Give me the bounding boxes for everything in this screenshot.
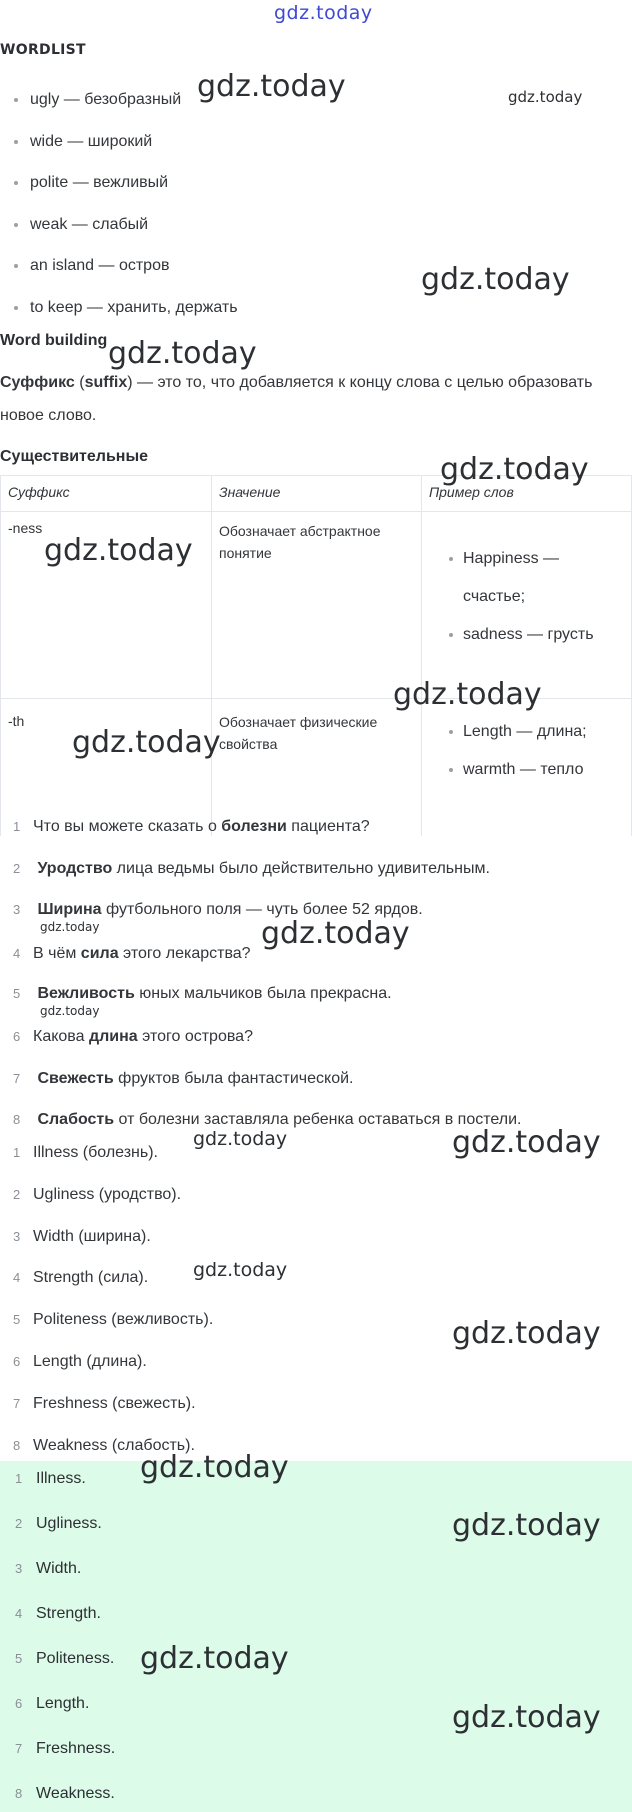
meaning-line: понятие bbox=[219, 545, 272, 561]
answer-text: Strength. bbox=[36, 1605, 101, 1622]
wordlist-item-text: ugly — безобразный bbox=[30, 91, 182, 108]
sentence-keyword: сила bbox=[80, 945, 119, 962]
answer-translated-item bbox=[0, 1395, 196, 1413]
sentence-text: В чём bbox=[33, 945, 81, 962]
sentence-text: этого лекарства? bbox=[118, 945, 251, 962]
item-number: 8 bbox=[13, 1438, 21, 1453]
sentence-item bbox=[0, 1028, 253, 1046]
table-cell-meaning bbox=[212, 699, 422, 837]
answer-text: Freshness (свежесть). bbox=[33, 1395, 196, 1412]
example-text: счастье; bbox=[463, 588, 526, 605]
answer-translated-item bbox=[0, 1144, 158, 1162]
bullet-icon bbox=[14, 98, 18, 102]
watermark: gdz.today bbox=[140, 1641, 289, 1676]
example-list bbox=[429, 540, 624, 654]
sentence-text: юных мальчиков была прекрасна. bbox=[134, 985, 392, 1002]
sentence-item bbox=[0, 818, 370, 836]
answer-item bbox=[0, 1605, 101, 1623]
meaning-line: Обозначает физические bbox=[219, 714, 378, 730]
meaning-line: Обозначает абстрактное bbox=[219, 523, 381, 539]
item-number: 5 bbox=[13, 986, 21, 1001]
answer-translated-item bbox=[0, 1269, 148, 1287]
sentence-keyword: Свежесть bbox=[37, 1070, 114, 1087]
watermark: gdz.today bbox=[452, 1316, 601, 1351]
answer-text: Freshness. bbox=[36, 1740, 116, 1757]
watermark: gdz.today bbox=[108, 336, 257, 371]
suffix-definition bbox=[0, 374, 592, 392]
answer-item bbox=[0, 1695, 89, 1713]
watermark: gdz.today bbox=[197, 69, 346, 104]
sentence-text: пациента? bbox=[286, 818, 370, 835]
watermark: gdz.today bbox=[452, 1125, 601, 1160]
wordlist-heading: WORDLIST bbox=[0, 42, 86, 58]
sentence-text: футбольного поля — чуть более 52 ярдов. bbox=[101, 901, 423, 918]
bullet-icon bbox=[14, 306, 18, 310]
answer-text: Length. bbox=[36, 1695, 90, 1712]
wordlist-item-text: wide — широкий bbox=[30, 133, 153, 150]
sentence-keyword: Ширина bbox=[37, 901, 102, 918]
def-text: ) — это то, что добавляется к концу слова с целью образовать bbox=[127, 374, 593, 391]
answer-text: Strength (сила). bbox=[33, 1269, 149, 1286]
term-bold-en: suffix bbox=[84, 374, 128, 391]
answer-translated-item bbox=[0, 1311, 213, 1329]
table-cell-suffix: -th bbox=[1, 699, 212, 837]
answer-text: Length (длина). bbox=[33, 1353, 147, 1370]
answer-text: Ugliness. bbox=[36, 1515, 102, 1532]
item-number: 5 bbox=[15, 1651, 23, 1666]
answer-translated-item bbox=[0, 1353, 147, 1371]
table-cell-meaning bbox=[212, 512, 422, 699]
item-number: 7 bbox=[15, 1741, 23, 1756]
item-number: 8 bbox=[15, 1786, 23, 1801]
example-list bbox=[429, 713, 624, 789]
table-header: Значение bbox=[212, 476, 422, 512]
sentence-text: Что вы можете сказать о bbox=[33, 818, 222, 835]
answer-text: Ugliness (уродство). bbox=[33, 1186, 182, 1203]
answer-item bbox=[0, 1515, 102, 1533]
table-row bbox=[1, 699, 632, 837]
bullet-icon bbox=[14, 264, 18, 268]
wordlist-item-text: to keep — хранить, держать bbox=[30, 299, 238, 316]
bullet-icon bbox=[14, 223, 18, 227]
table-cell-examples bbox=[422, 699, 632, 837]
def-text: ( bbox=[74, 374, 85, 391]
item-number: 2 bbox=[13, 861, 21, 876]
answer-translated-item bbox=[0, 1186, 181, 1204]
answer-text: Illness. bbox=[36, 1470, 86, 1487]
watermark: gdz.today bbox=[40, 920, 100, 934]
item-number: 1 bbox=[13, 819, 21, 834]
answer-text: Width. bbox=[36, 1560, 82, 1577]
bullet-icon bbox=[14, 140, 18, 144]
answer-text: Width (ширина). bbox=[33, 1228, 151, 1245]
item-number: 1 bbox=[13, 1145, 21, 1160]
wordlist-item bbox=[14, 91, 181, 109]
answer-text: Illness (болезнь). bbox=[33, 1144, 158, 1161]
item-number: 7 bbox=[13, 1071, 21, 1086]
watermark: gdz.today bbox=[508, 88, 583, 106]
watermark: gdz.today bbox=[44, 533, 193, 568]
watermark: gdz.today bbox=[440, 452, 589, 487]
sentence-keyword: Вежливость bbox=[37, 985, 135, 1002]
table-header: Суффикс bbox=[1, 476, 212, 512]
meaning-line: свойства bbox=[219, 736, 278, 752]
sentence-item bbox=[0, 985, 392, 1003]
answer-text: Politeness. bbox=[36, 1650, 115, 1667]
example-item bbox=[429, 616, 624, 654]
sentence-item bbox=[0, 860, 490, 878]
watermark: gdz.today bbox=[421, 262, 570, 297]
sentence-text: лица ведьмы было действительно удивительным. bbox=[112, 860, 490, 877]
answer-item bbox=[0, 1785, 115, 1803]
sentence-keyword: болезни bbox=[221, 818, 287, 835]
answer-item bbox=[0, 1560, 81, 1578]
table-cell-examples bbox=[422, 512, 632, 699]
wordlist-item bbox=[14, 174, 168, 192]
watermark: gdz.today bbox=[452, 1700, 601, 1735]
item-number: 1 bbox=[15, 1471, 23, 1486]
item-number: 7 bbox=[13, 1396, 21, 1411]
site-logo[interactable]: gdz.today bbox=[274, 2, 373, 24]
suffix-table bbox=[0, 475, 632, 836]
answer-item bbox=[0, 1650, 114, 1668]
answer-text: Weakness (слабость). bbox=[33, 1437, 195, 1454]
watermark: gdz.today bbox=[452, 1508, 601, 1543]
item-number: 3 bbox=[13, 902, 21, 917]
example-text: Happiness — bbox=[463, 550, 560, 567]
item-number: 8 bbox=[13, 1112, 21, 1127]
nouns-heading: Существительные bbox=[0, 448, 149, 465]
example-item: Length — длина; bbox=[429, 713, 624, 751]
answer-text: Weakness. bbox=[36, 1785, 115, 1802]
watermark: gdz.today bbox=[72, 725, 221, 760]
item-number: 3 bbox=[13, 1229, 21, 1244]
bullet-icon bbox=[14, 181, 18, 185]
sentence-keyword: Уродство bbox=[37, 860, 113, 877]
wordlist-item bbox=[14, 299, 238, 317]
suffix-definition-cont: новое слово. bbox=[0, 407, 97, 424]
item-number: 4 bbox=[15, 1606, 23, 1621]
table-header: Пример слов bbox=[422, 476, 632, 512]
sentence-text: Какова bbox=[33, 1028, 89, 1045]
watermark: gdz.today bbox=[261, 916, 410, 951]
wordlist-item-text: an island — остров bbox=[30, 257, 170, 274]
table-cell-suffix: -ness bbox=[1, 512, 212, 699]
sentence-text: от болезни заставляла ребенка оставаться в постели. bbox=[114, 1111, 522, 1128]
example-item bbox=[429, 540, 624, 616]
sentence-item bbox=[0, 1111, 521, 1129]
sentence-item bbox=[0, 1070, 353, 1088]
wordlist-item bbox=[14, 216, 148, 234]
item-number: 6 bbox=[13, 1354, 21, 1369]
watermark: gdz.today bbox=[40, 1004, 100, 1018]
item-number: 2 bbox=[13, 1187, 21, 1202]
wordlist-item bbox=[14, 133, 152, 151]
sentence-item bbox=[0, 945, 251, 963]
item-number: 2 bbox=[15, 1516, 23, 1531]
sentence-keyword: длина bbox=[88, 1028, 138, 1045]
watermark: gdz.today bbox=[193, 1259, 288, 1281]
item-number: 5 bbox=[13, 1312, 21, 1327]
example-text: sadness — грусть bbox=[463, 626, 594, 643]
watermark: gdz.today bbox=[140, 1450, 289, 1485]
item-number: 6 bbox=[15, 1696, 23, 1711]
answer-item bbox=[0, 1470, 86, 1488]
answer-text: Politeness (вежливость). bbox=[33, 1311, 214, 1328]
answer-item bbox=[0, 1740, 115, 1758]
item-number: 4 bbox=[13, 1270, 21, 1285]
answer-translated-item bbox=[0, 1228, 151, 1246]
item-number: 4 bbox=[13, 946, 21, 961]
wordlist-item-text: polite — вежливый bbox=[30, 174, 169, 191]
sentence-text: этого острова? bbox=[137, 1028, 253, 1045]
watermark: gdz.today bbox=[193, 1128, 288, 1150]
wordlist-item bbox=[14, 257, 169, 275]
watermark: gdz.today bbox=[393, 677, 542, 712]
sentence-keyword: Слабость bbox=[37, 1111, 115, 1128]
term-bold: Суффикс bbox=[0, 374, 75, 391]
wordlist-item-text: weak — слабый bbox=[30, 216, 149, 233]
item-number: 3 bbox=[15, 1561, 23, 1576]
item-number: 6 bbox=[13, 1029, 21, 1044]
word-building-heading: Word building bbox=[0, 332, 108, 349]
sentence-text: фруктов была фантастической. bbox=[113, 1070, 354, 1087]
example-item: warmth — тепло bbox=[429, 751, 624, 789]
